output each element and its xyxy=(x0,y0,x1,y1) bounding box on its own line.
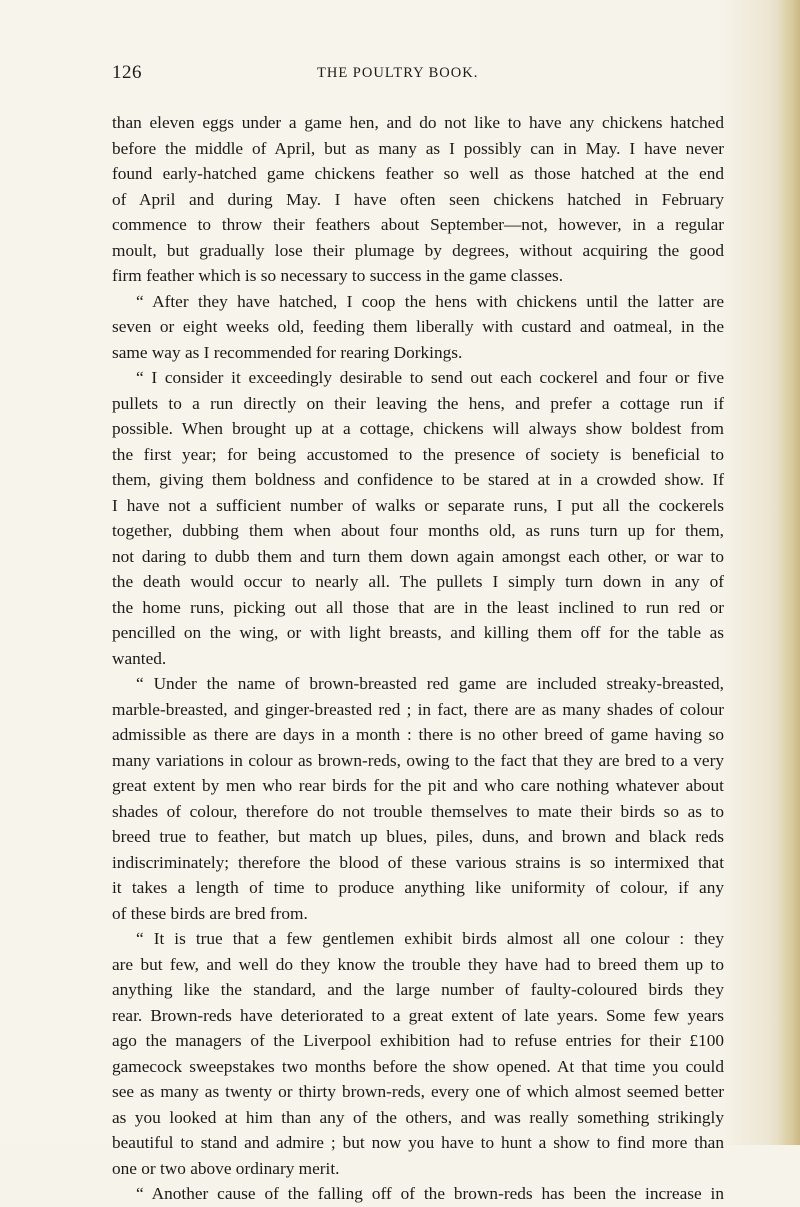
text-line: “ Another cause of the falling off of the brown-reds has been the increase in xyxy=(136,1184,724,1203)
body-text xyxy=(112,110,724,1207)
text-line: breed true to feather, but match up blues, piles, duns, and brown and black reds xyxy=(112,827,724,846)
text-line: are but few, and well do they know the trouble they have had to breed them up to xyxy=(112,954,724,974)
text-line: same way as I recommended for rearing Dorkings. xyxy=(112,342,463,362)
text-line: wanted. xyxy=(112,648,167,668)
text-line: I have not a sufficient number of walks or separate runs, I put all the cockerels xyxy=(112,495,724,515)
text-line: ago the managers of the Liverpool exhibition had to refuse entries for their £100 xyxy=(112,1031,724,1050)
text-line: the home runs, picking out all those that are in the least inclined to run red or xyxy=(112,597,724,617)
text-line: “ After they have hatched, I coop the hens with chickens until the latter are xyxy=(136,291,724,311)
running-head: THE POULTRY BOOK. xyxy=(317,65,479,81)
text-line: great extent by men who rear birds for the pit and who care nothing whatever about xyxy=(112,776,724,795)
text-line: anything like the standard, and the large number of faulty-coloured birds they xyxy=(112,980,724,999)
page-number: 126 xyxy=(112,62,142,83)
text-line: see as many as twenty or thirty brown-reds, every one of which almost seemed better xyxy=(112,1082,724,1101)
text-line: the first year; for being accustomed to the presence of society is beneficial to xyxy=(112,444,724,464)
text-line: before the middle of April, but as many as I possibly can in May. I have never xyxy=(112,138,724,158)
text-line: possible. When brought up at a cottage, chickens will always show boldest from xyxy=(112,419,724,438)
text-line: beautiful to stand and admire ; but now you have to hunt a show to find more than xyxy=(112,1133,724,1152)
text-line: together, dubbing them when about four months old, as runs turn up for them, xyxy=(112,521,724,540)
text-line: indiscriminately; therefore the blood of these various strains is so intermixed that xyxy=(112,852,724,872)
page-edge-stain xyxy=(778,0,800,1145)
text-line: the death would occur to nearly all. The pullets I simply turn down in any of xyxy=(112,572,724,591)
text-line: of April and during May. I have often seen chickens hatched in February xyxy=(112,189,724,209)
text-line: admissible as there are days in a month : there is no other breed of game having so xyxy=(112,725,724,744)
text-line: pencilled on the wing, or with light breasts, and killing them off for the table as xyxy=(112,623,724,642)
text-line: than eleven eggs under a game hen, and do not like to have any chickens hatched xyxy=(112,113,724,132)
text-line: commence to throw their feathers about September—not, however, in a regular xyxy=(112,215,724,234)
page-header xyxy=(112,62,722,86)
text-line: not daring to dubb them and turn them down again amongst each other, or war to xyxy=(112,546,724,566)
text-line: found early-hatched game chickens feather so well as those hatched at the end xyxy=(112,164,724,183)
text-line: many variations in colour as brown-reds, owing to the fact that they are bred to a very xyxy=(112,750,724,770)
text-line: shades of colour, therefore do not trouble themselves to mate their birds so as to xyxy=(112,801,724,821)
text-line: moult, but gradually lose their plumage by degrees, without acquiring the good xyxy=(112,240,724,260)
text-line: of these birds are bred from. xyxy=(112,903,308,923)
text-line: as you looked at him than any of the others, and was really something strikingly xyxy=(112,1107,724,1127)
text-line: rear. Brown-reds have deteriorated to a great extent of late years. Some few years xyxy=(112,1005,724,1025)
text-line: “ It is true that a few gentlemen exhibit birds almost all one colour : they xyxy=(136,929,724,948)
text-line: one or two above ordinary merit. xyxy=(112,1158,340,1178)
text-line: them, giving them boldness and confidence to be stared at in a crowded show. If xyxy=(112,470,724,489)
text-line: pullets to a run directly on their leaving the hens, and prefer a cottage run if xyxy=(112,393,724,413)
text-line: “ Under the name of brown-breasted red game are included streaky-breasted, xyxy=(136,674,724,693)
text-line: marble-breasted, and ginger-breasted red ; in fact, there are as many shades of colour xyxy=(112,699,724,719)
text-line: “ I consider it exceedingly desirable to send out each cockerel and four or five xyxy=(136,368,724,387)
text-line: seven or eight weeks old, feeding them liberally with custard and oatmeal, in the xyxy=(112,317,724,336)
text-line: it takes a length of time to produce anything like uniformity of colour, if any xyxy=(112,878,724,897)
text-line: gamecock sweepstakes two months before the show opened. At that time you could xyxy=(112,1056,724,1076)
text-line: firm feather which is so necessary to success in the game classes. xyxy=(112,266,564,285)
